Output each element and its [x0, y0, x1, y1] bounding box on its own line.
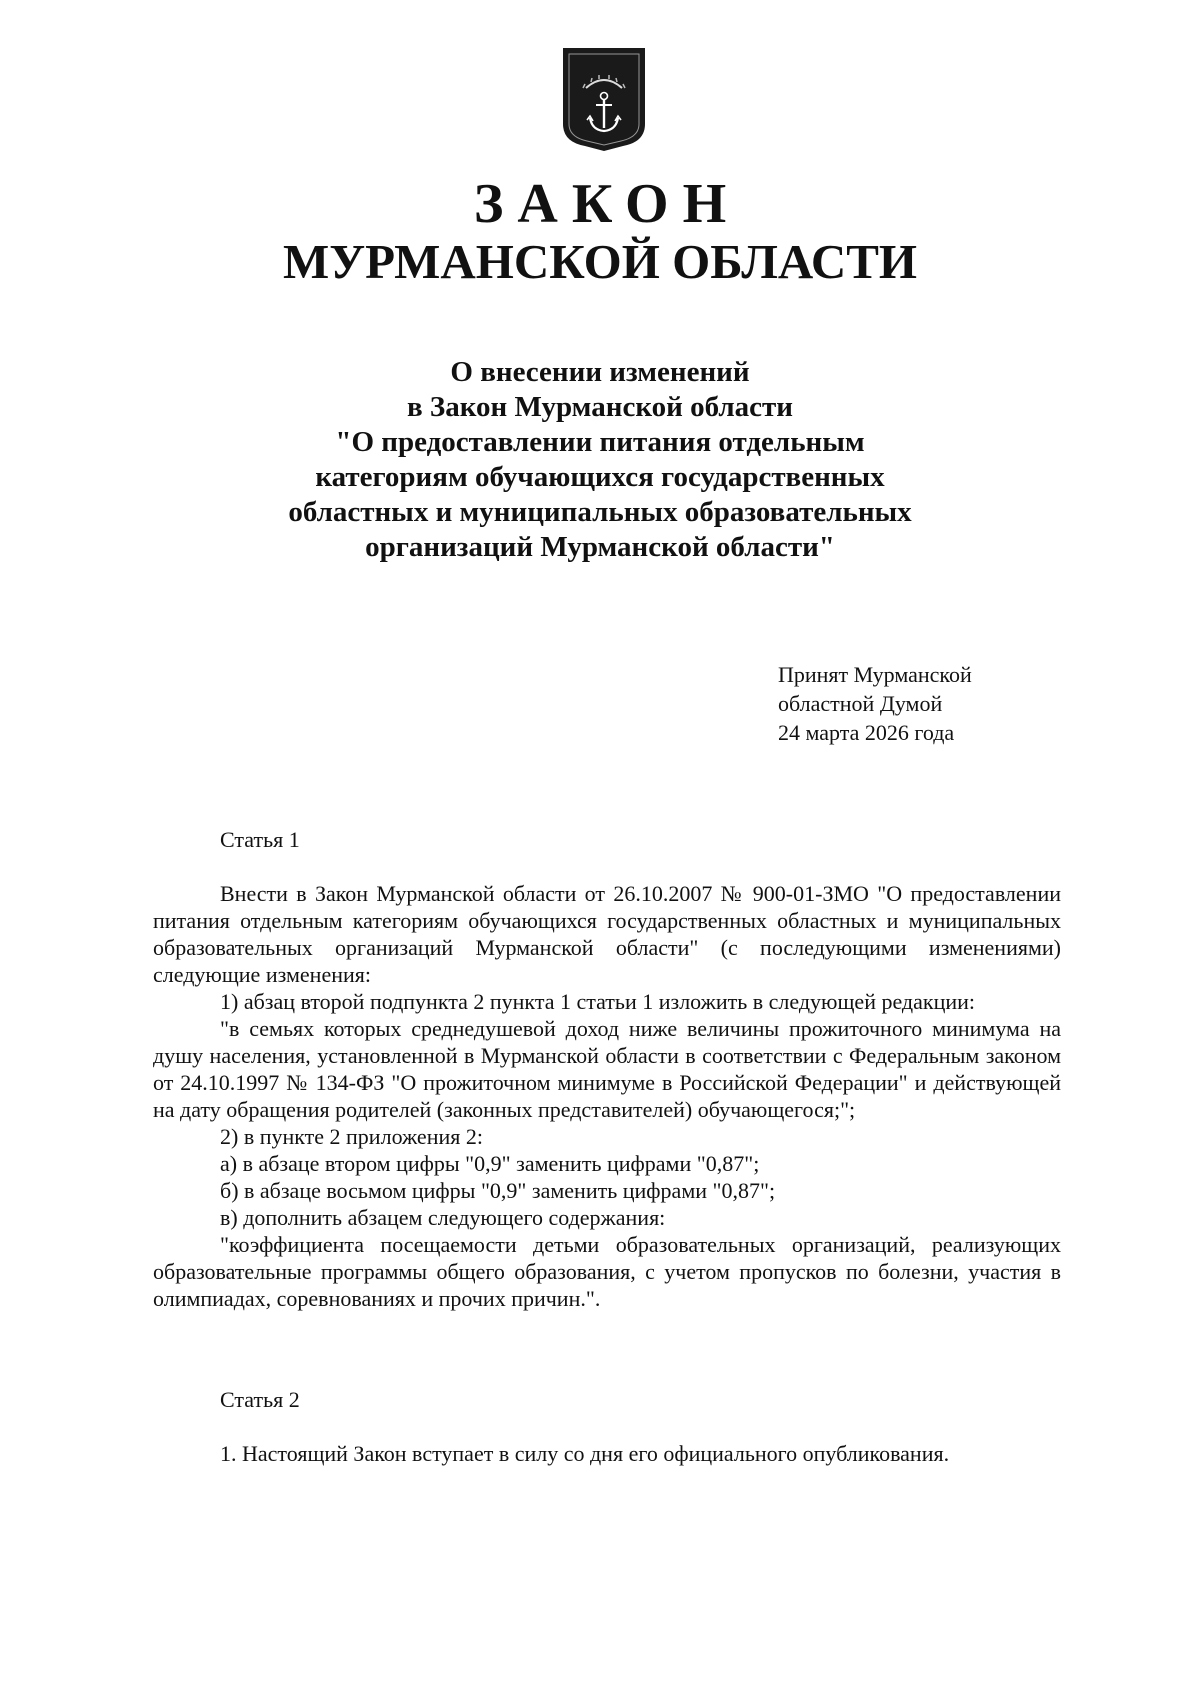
- adoption-line: областной Думой: [778, 691, 943, 716]
- article-2-heading: Статья 2: [220, 1387, 300, 1412]
- subtitle-line: в Закон Мурманской области: [407, 391, 793, 423]
- adoption-line: 24 марта 2026 года: [778, 720, 955, 745]
- article-2-item-1: 1. Настоящий Закон вступает в силу со дня его официального опубликования.: [220, 1441, 950, 1466]
- adoption-note: [778, 660, 972, 747]
- article-2-body: [153, 1440, 1061, 1467]
- article-1-item-1-quote: "в семьях которых среднедушевой доход ниже величины прожиточного минимума на душу населения, установленной в Мурманской области в соответствии с Федеральным законом от 24.10.1997 № 134-ФЗ "О прожиточном минимуме в Российской Федерации" и действующей на дату обращения родителей (законных представителей) обучающегося;";: [153, 1016, 1061, 1122]
- subtitle-line: "О предоставлении питания отдельным: [335, 426, 865, 458]
- article-1-item-2: 2) в пункте 2 приложения 2:: [220, 1124, 483, 1149]
- subtitle-line: организаций Мурманской области": [365, 531, 835, 563]
- article-1-item-1: 1) абзац второй подпункта 2 пункта 1 статьи 1 изложить в следующей редакции:: [220, 989, 976, 1014]
- coat-of-arms-icon: [561, 46, 647, 152]
- region-heading: МУРМАНСКОЙ ОБЛАСТИ: [282, 234, 918, 289]
- article-1-body: [153, 880, 1061, 1312]
- subtitle-line: областных и муниципальных образовательных: [288, 496, 912, 528]
- adoption-line: Принят Мурманской: [778, 662, 972, 687]
- law-heading: ЗАКОН: [473, 173, 741, 235]
- article-1-item-2b: б) в абзаце восьмом цифры "0,9" заменить цифрами "0,87";: [220, 1178, 776, 1203]
- law-subtitle: [0, 355, 1200, 565]
- subtitle-line: категориям обучающихся государственных: [315, 461, 885, 493]
- article-1-heading: Статья 1: [220, 827, 300, 852]
- article-1-item-2c-quote: "коэффициента посещаемости детьми образовательных организаций, реализующих образовательные программы общего образования, с учетом пропусков по болезни, участия в олимпиадах, соревнованиях и прочих причин.".: [153, 1232, 1061, 1311]
- article-1-item-2c: в) дополнить абзацем следующего содержания:: [220, 1205, 666, 1230]
- article-1-item-2a: а) в абзаце втором цифры "0,9" заменить цифрами "0,87";: [220, 1151, 760, 1176]
- article-1-intro: Внести в Закон Мурманской области от 26.10.2007 № 900-01-ЗМО "О предоставлении питания отдельным категориям обучающихся государственных областных и муниципальных образовательных организаций Мурманской области" (с последующими изменениями) следующие изменения:: [153, 881, 1061, 987]
- subtitle-line: О внесении изменений: [450, 356, 750, 388]
